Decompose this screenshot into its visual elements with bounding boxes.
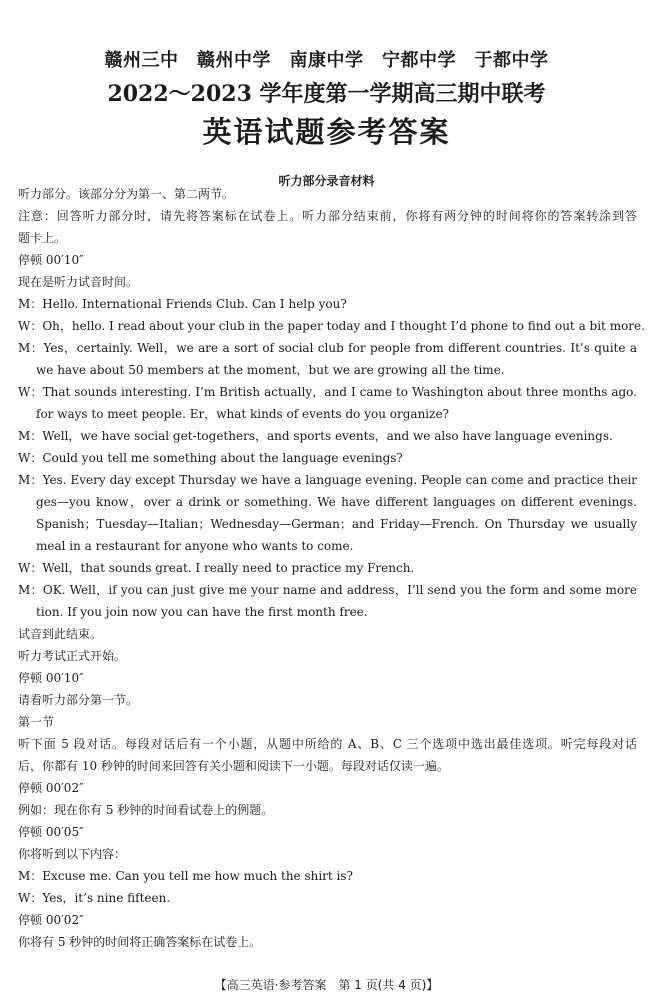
text-line: 例如：现在你有 5 秒钟的时间看试卷上的例题。 [18, 803, 274, 817]
text-line: we have about 50 members at the moment，but we are growing all the time. [36, 363, 505, 377]
text-line: for ways to meet people. Er，what kinds of events do you organize? [36, 407, 449, 421]
page-footer: 【高三英语·参考答案 第 1 页(共 4 页)】 [214, 978, 439, 992]
text-line: tion. If you join now you can have the first month free. [36, 605, 368, 619]
text-line: 题卡上。 [18, 231, 67, 245]
text-line: M：OK. Well，if you can just give me your name and address，I’ll send you the form and some more [18, 583, 637, 597]
text-line: 停顿 00′02″ [18, 913, 84, 927]
text-line: 现在是听力试音时间。 [18, 275, 139, 289]
text-line: 听力部分。该部分分为第一、第二两节。 [18, 187, 235, 201]
text-line: W：Yes，it’s nine fifteen. [18, 891, 171, 905]
text-line: 第一节 [18, 715, 55, 729]
section-title: 听力部分录音材料 [278, 174, 375, 188]
text-line: 听下面 5 段对话。每段对话后有一个小题，从题中所给的 A、B、C 三个选项中选出最佳选项。听完每段对话 [18, 737, 637, 751]
text-line: Spanish；Tuesday—Italian；Wednesday—German；and Friday—French. On Thursday we usually [36, 517, 637, 531]
text-line: W：That sounds interesting. I’m British actually，and I came to Washington about three months ago. [18, 385, 637, 399]
exam-line: 2022～2023 学年度第一学期高三期中联考 [107, 81, 546, 107]
text-line: M：Well，we have social get-togethers，and sports events，and we also have language evenings. [18, 429, 613, 443]
text-line: ges—you know，over a drink or something. We have different languages on different evenings. [36, 495, 637, 509]
text-line: 停顿 00′05″ [18, 825, 84, 839]
text-line: 试音到此结束。 [18, 627, 103, 641]
text-line: 停顿 00′02″ [18, 781, 84, 795]
text-line: M：Excuse me. Can you tell me how much the shirt is? [18, 869, 353, 883]
school-names: 赣州三中 赣州中学 南康中学 宁都中学 于都中学 [104, 50, 549, 71]
text-line: 听力考试正式开始。 [18, 649, 127, 663]
text-line: 后，你都有 10 秒钟的时间来回答有关小题和阅读下一小题。每段对话仅读一遍。 [18, 759, 449, 773]
text-line: W：Oh，hello. I read about your club in the paper today and I thought I’d phone to find out a bit more. [18, 319, 645, 333]
text-line: meal in a restaurant for anyone who wants to come. [36, 539, 354, 553]
text-line: M：Hello. International Friends Club. Can I help you? [18, 297, 347, 311]
text-line: 你将有 5 秒钟的时间将正确答案标在试卷上。 [18, 935, 262, 949]
text-line: W：Could you tell me something about the language evenings? [18, 451, 403, 465]
text-line: 停顿 00′10″ [18, 671, 84, 685]
exam-title: 英语试题参考答案 [202, 115, 451, 149]
text-line: M：Yes. Every day except Thursday we have a language evening. People can come and practice their [18, 473, 637, 487]
text-line: 请看听力部分第一节。 [18, 693, 139, 707]
text-line: 你将听到以下内容： [18, 847, 127, 861]
text-line: 停顿 00′10″ [18, 253, 84, 267]
text-line: 注意：回答听力部分时，请先将答案标在试卷上。听力部分结束前，你将有两分钟的时间将你的答案转涂到答 [18, 209, 637, 223]
text-line: M：Yes，certainly. Well，we are a sort of social club for people from different countries. It’s quite a [18, 341, 637, 355]
text-line: W：Well，that sounds great. I really need to practice my French. [18, 561, 415, 575]
